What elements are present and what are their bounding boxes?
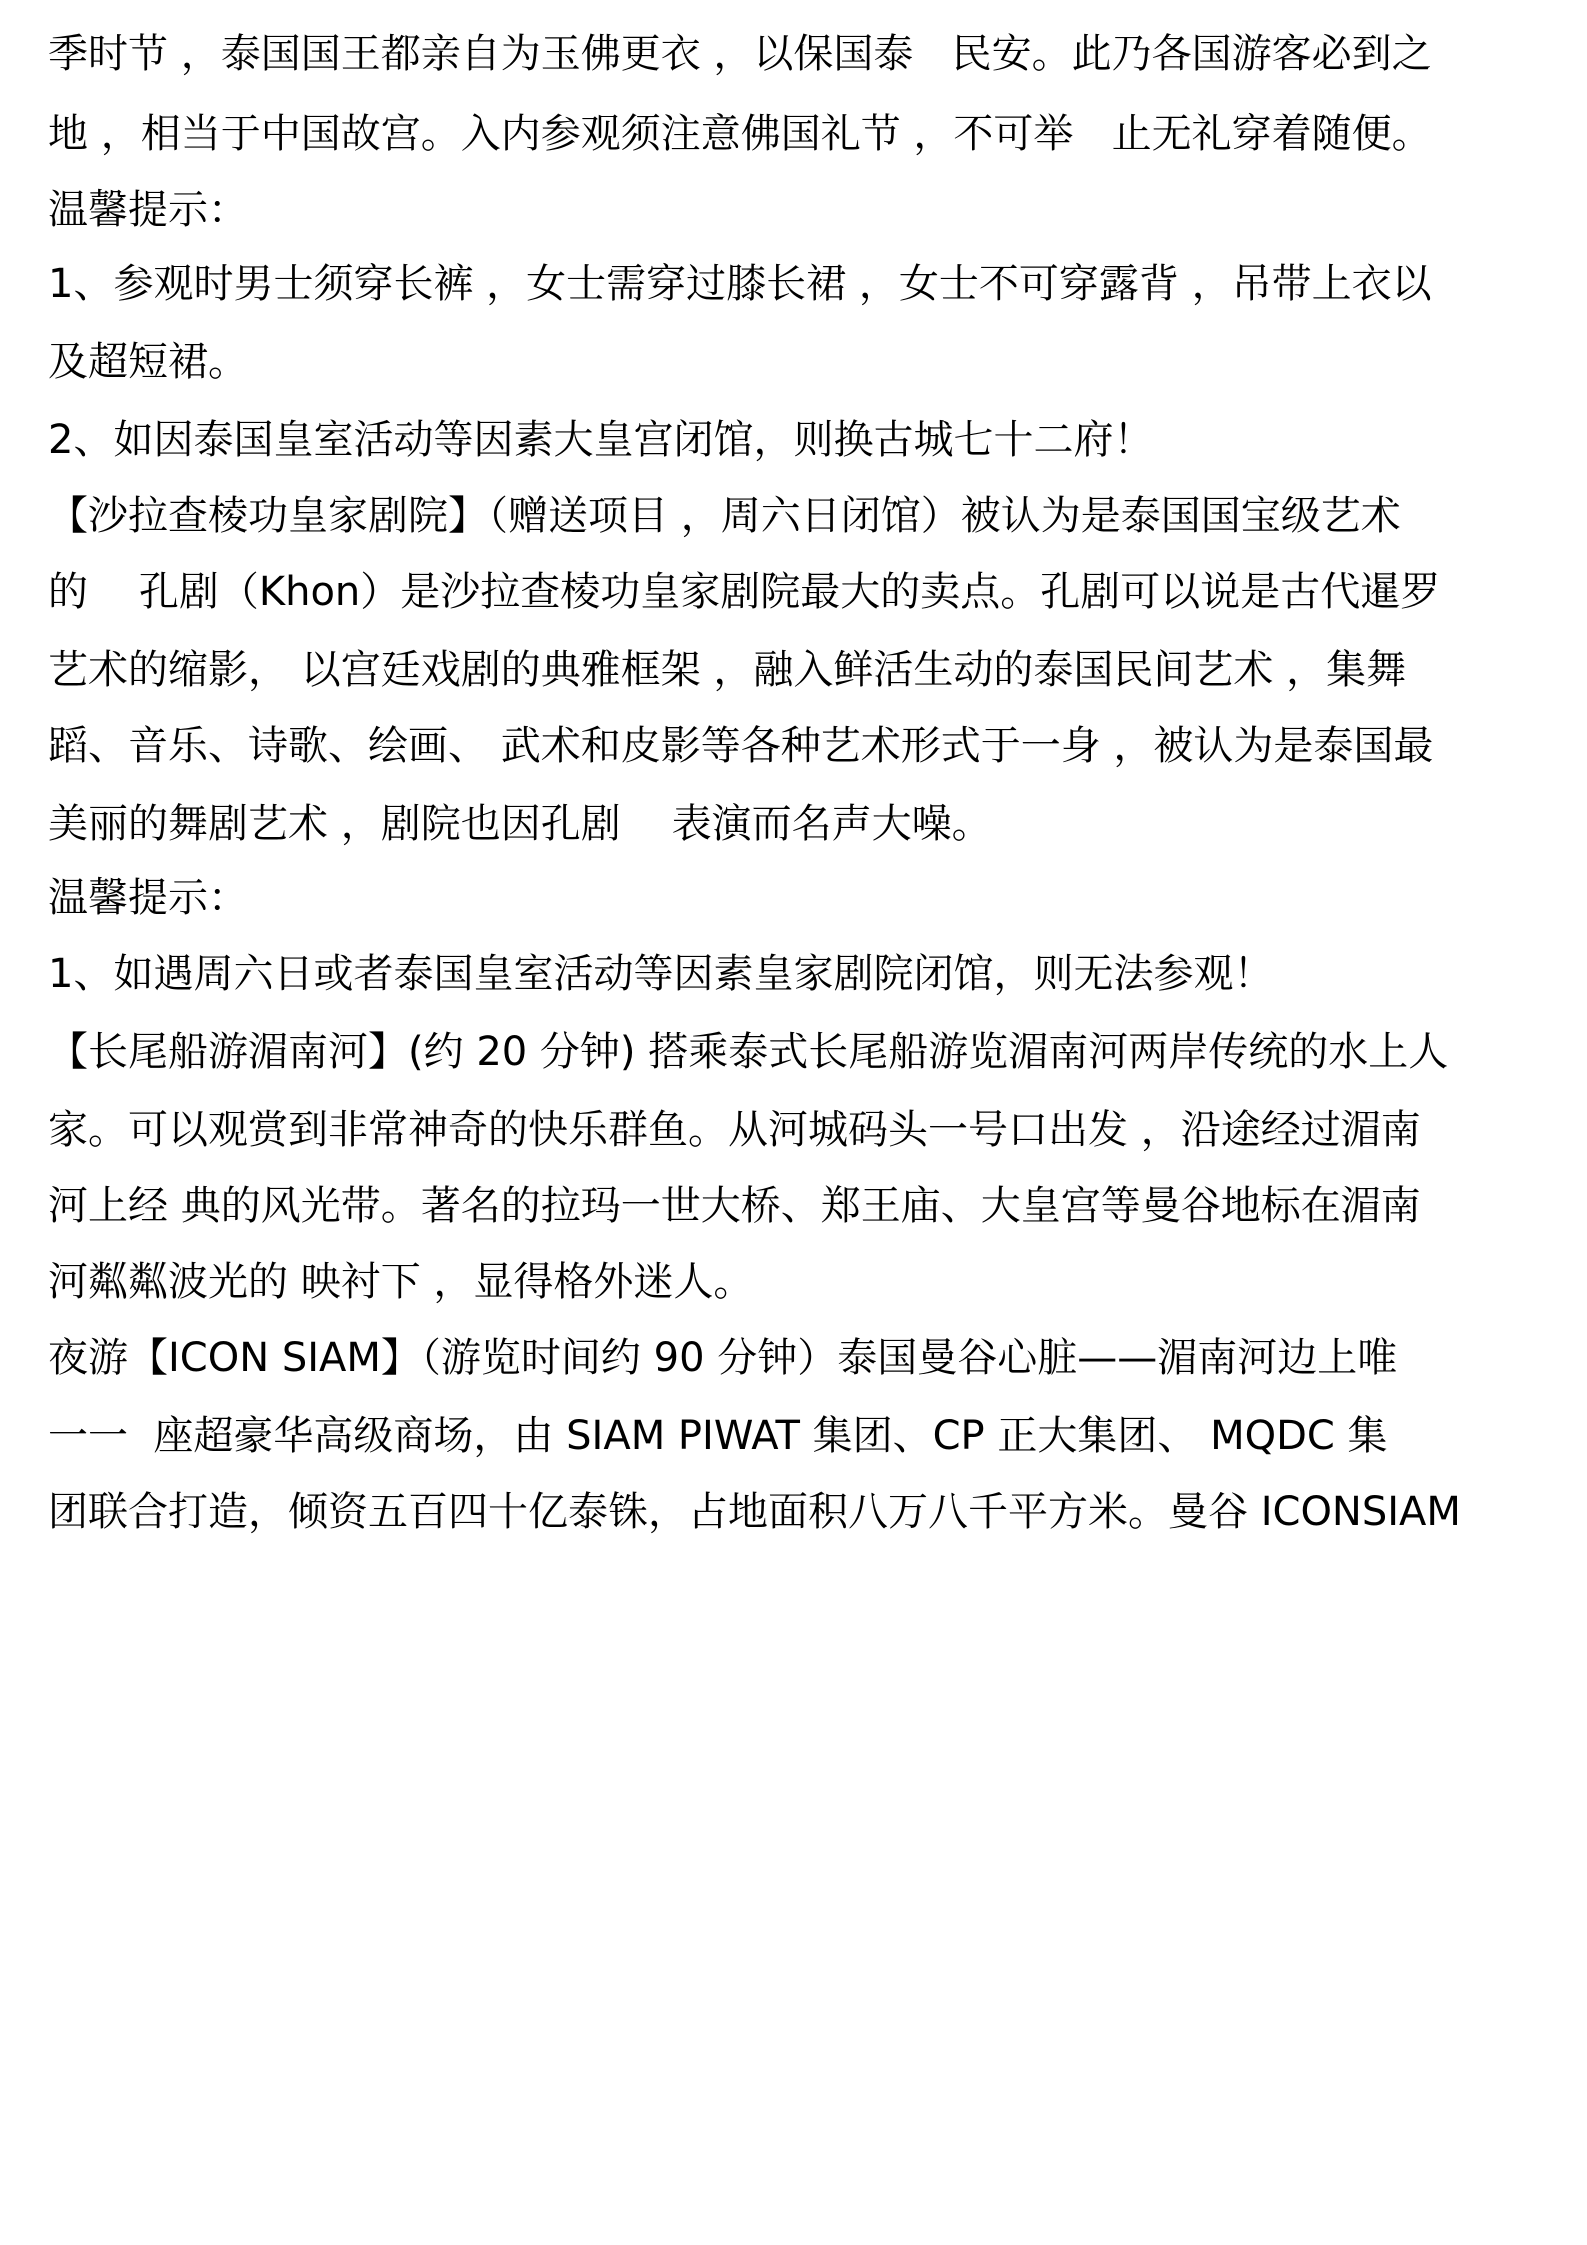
section-heading: 温馨提示：	[48, 875, 248, 921]
text-line: 1、如遇周六日或者泰国皇室活动等因素皇家剧院闭馆，则无法参观！	[48, 951, 1274, 997]
text-line: 艺术的缩影， 以宫廷戏剧的典雅框架 ，融入鲜活生动的泰国民间艺术 ，集舞	[48, 647, 1407, 693]
text-line: 一一 座超豪华高级商场，由 SIAM PIWAT 集团、CP 正大集团、 MQDC 集	[48, 1413, 1388, 1459]
text-line: 家。可以观赏到非常神奇的快乐群鱼。从河城码头一号口出发 ，沿途经过湄南	[48, 1107, 1421, 1153]
section-heading: 温馨提示：	[48, 187, 248, 233]
text-line: 2、如因泰国皇室活动等因素大皇宫闭馆，则换古城七十二府！	[48, 417, 1154, 463]
text-line: 及超短裙。	[48, 339, 248, 385]
text-line: 团联合打造，倾资五百四十亿泰铢，占地面积八万八千平方米。曼谷 ICONSIAM	[48, 1489, 1461, 1535]
text-line: 【沙拉查棱功皇家剧院】（赠送项目 ，周六日闭馆）被认为是泰国国宝级艺术	[48, 493, 1401, 539]
text-line: 蹈、音乐、诗歌、绘画、 武术和皮影等各种艺术形式于一身 ，被认为是泰国最	[48, 723, 1434, 769]
text-line: 1、参观时男士须穿长裤 ，女士需穿过膝长裙 ，女士不可穿露背 ，吊带上衣以	[48, 261, 1432, 307]
text-line: 的 孔剧（Khon）是沙拉查棱功皇家剧院最大的卖点。孔剧可以说是古代暹罗	[48, 569, 1441, 615]
text-line: 【长尾船游湄南河】(约 20 分钟) 搭乘泰式长尾船游览湄南河两岸传统的水上人	[48, 1029, 1449, 1075]
text-line: 河上经 典的风光带。著名的拉玛一世大桥、郑王庙、大皇宫等曼谷地标在湄南	[48, 1183, 1421, 1229]
text-line: 地 ，相当于中国故宫。入内参观须注意佛国礼节 ，不可举 止无礼穿着随便。	[48, 111, 1432, 157]
text-line: 夜游【ICON SIAM】（游览时间约 90 分钟）泰国曼谷心脏——湄南河边上唯	[48, 1335, 1398, 1381]
text-line: 河粼粼波光的 映衬下 ，显得格外迷人。	[48, 1259, 754, 1305]
text-line: 季时节 ，泰国国王都亲自为玉佛更衣 ，以保国泰 民安。此乃各国游客必到之	[48, 31, 1432, 77]
text-line: 美丽的舞剧艺术 ，剧院也因孔剧 表演而名声大噪。	[48, 801, 992, 847]
